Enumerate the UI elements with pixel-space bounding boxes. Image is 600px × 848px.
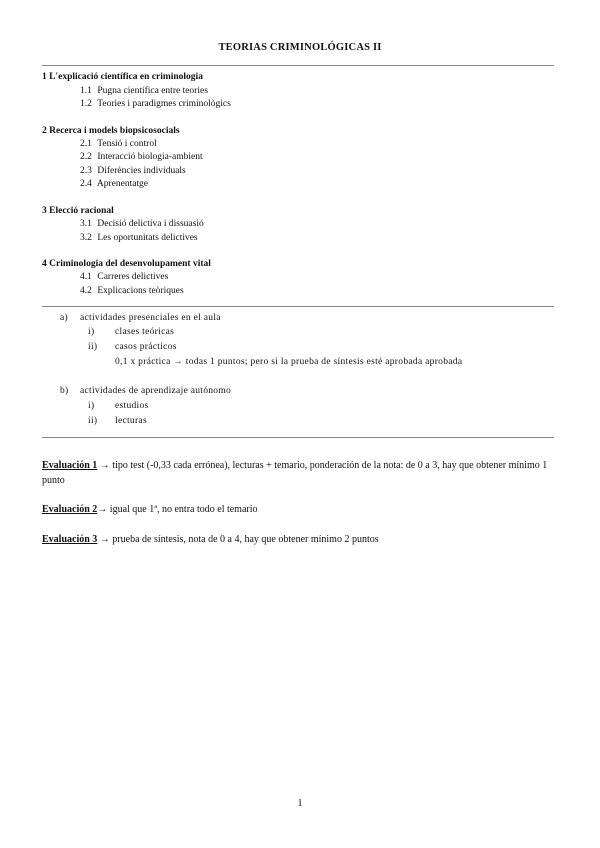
activity-label: actividades de aprendizaje autónomo [80, 386, 232, 396]
subsection-number: 2.1 [80, 139, 92, 149]
subsection-number: 2.2 [80, 152, 92, 162]
activity-note-text: 0,1 x práctica → todas 1 puntos; pero si la prueba de síntesis esté aprobada aprobada [115, 357, 463, 367]
list-marker: i) [88, 327, 95, 337]
subsection-item [80, 139, 157, 149]
evaluation-text: → prueba de síntesis, nota de 0 a 4, hay que obtener mínimo 2 puntos [97, 534, 379, 545]
subsection-number: 4.2 [80, 286, 92, 296]
subsection-item [80, 166, 186, 176]
section-title: 2 Recerca i models biopsicosocials [42, 126, 180, 136]
subsection-text: Decisió delictiva i dissuasió [97, 219, 204, 229]
subsection-number: 2.4 [80, 179, 92, 189]
section-title: 1 L'explicació científica en criminologia [42, 72, 203, 82]
divider [42, 437, 554, 438]
subsection-text: Teories i paradigmes criminològics [97, 99, 231, 109]
subsection-text: Carreres delictives [97, 272, 169, 282]
subsection-text: Explicacions teòriques [97, 286, 184, 296]
list-marker: ii) [88, 342, 98, 352]
activity-subitem-text: estudios [115, 401, 149, 411]
subsection-number: 4.1 [80, 272, 92, 282]
subsection-item [80, 179, 148, 189]
subsection-item [80, 272, 168, 282]
subsection-number: 1.2 [80, 99, 92, 109]
activity-label: actividades presenciales en el aula [80, 313, 221, 323]
subsection-item [80, 219, 204, 229]
subsection-text: Les oportunitats delictives [97, 233, 198, 243]
evaluation-text: → tipo test (-0,33 cada errónea), lecturas + temario, ponderación de la nota: de 0 a 3, hay que obtener mínimo 1 punto [42, 460, 548, 486]
list-marker: a) [60, 313, 68, 323]
list-marker: i) [88, 401, 95, 411]
activity-subitem-text: clases teóricas [115, 327, 175, 337]
subsection-text: Pugna científica entre teories [97, 86, 208, 96]
subsection-text: Interacció biologia-ambient [97, 152, 203, 162]
list-marker: ii) [88, 416, 98, 426]
subsection-text: Aprenentatge [96, 179, 149, 189]
divider [42, 65, 554, 66]
subsection-item [80, 233, 198, 243]
subsection-number: 1.1 [80, 86, 92, 96]
evaluation-label: Evaluación 3 [42, 534, 98, 545]
divider [42, 306, 554, 307]
document-title: TEORIAS CRIMINOLÓGICAS II [218, 42, 382, 53]
evaluation-text: → igual que 1ª, no entra todo el temario [97, 504, 258, 515]
evaluation-item [42, 502, 562, 517]
activity-subitem-text: lecturas [115, 416, 147, 426]
page-number: 1 [297, 798, 303, 809]
evaluation-item [42, 532, 562, 547]
subsection-number: 2.3 [80, 166, 92, 176]
list-marker: b) [60, 386, 69, 396]
section-title: 3 Elecció racional [42, 206, 114, 216]
evaluation-label: Evaluación 2 [42, 504, 98, 515]
subsection-text: Diferències individuals [97, 166, 186, 176]
subsection-item [80, 152, 203, 162]
subsection-item [80, 286, 184, 296]
subsection-text: Tensió i control [97, 139, 157, 149]
subsection-item [80, 86, 208, 96]
evaluation-item [42, 458, 562, 488]
section-title: 4 Criminologia del desenvolupament vital [42, 259, 211, 269]
evaluation-label: Evaluación 1 [42, 460, 98, 471]
subsection-item [80, 99, 231, 109]
activity-subitem-text: casos prácticos [115, 342, 177, 352]
subsection-number: 3.1 [80, 219, 92, 229]
subsection-number: 3.2 [80, 233, 92, 243]
